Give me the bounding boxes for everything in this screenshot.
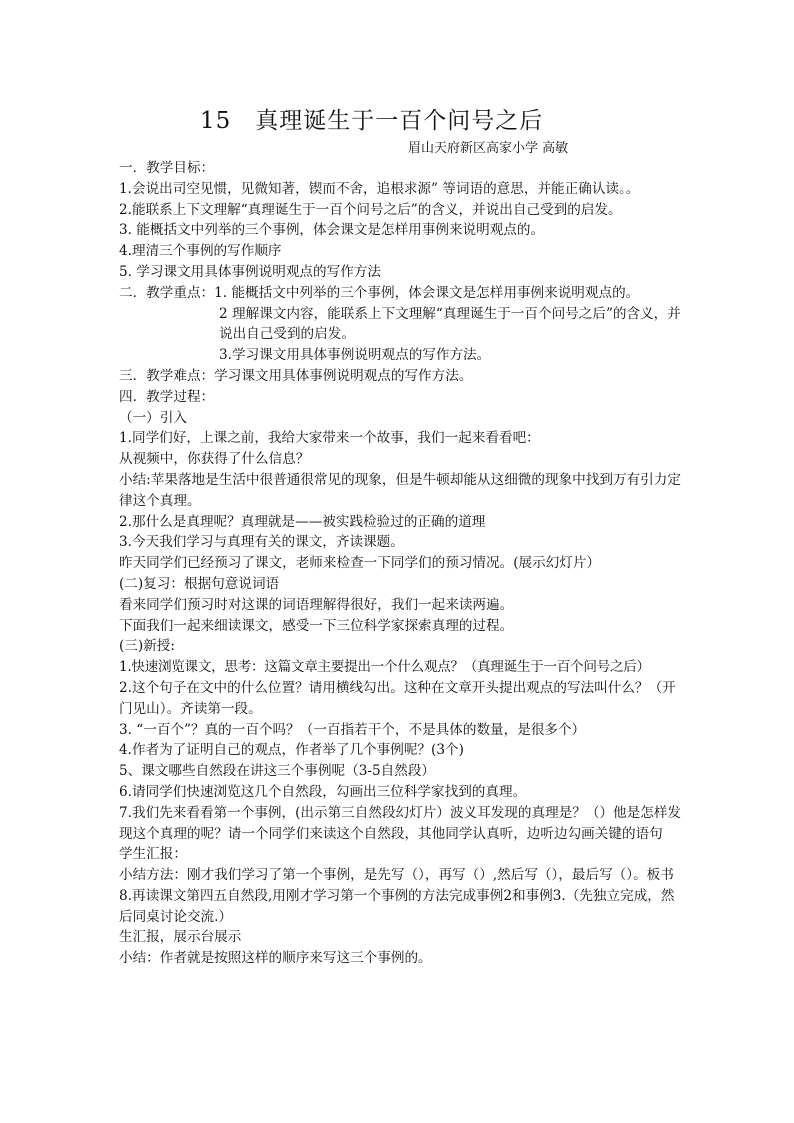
process-line: 2.这个句子在文中的什么位置？请用横线勾出。这种在文章开头提出观点的写法叫什么？（开门见山）。齐读第一段。 <box>119 679 676 717</box>
process-line: 小结方法：刚才我们学习了第一个事例，是先写（），再写（）,然后写（），最后写（）。板书 <box>119 867 674 884</box>
process-line: 4.作者为了证明自己的观点，作者举了几个事例呢？(3个) <box>119 742 464 759</box>
keypoints-heading: 二．教学重点： <box>119 284 215 301</box>
process-line: 从视频中，你获得了什么信息？ <box>119 451 310 468</box>
goal-item: 3. 能概括文中列举的三个事例，体会课文是怎样用事例来说明观点的。 <box>119 222 545 239</box>
goal-item: 2.能联系上下文理解“真理诞生于一百个问号之后”的含义，并说出自己受到的启发。 <box>119 201 622 218</box>
keypoint-item: 2 理解课文内容，能联系上下文理解“真理诞生于一百个问号之后”的含义，并说出自己受到的启发。 <box>219 305 681 343</box>
process-line: 学生汇报： <box>119 846 187 863</box>
goal-item: 4.理清三个事例的写作顺序 <box>119 243 282 260</box>
process-line: 3.今天我们学习与真理有关的课文，齐读课题。 <box>119 534 404 551</box>
process-heading: 四．教学过程： <box>119 388 215 405</box>
process-line: 昨天同学们已经预习了课文，老师来检查一下同学们的预习情况。(展示幻灯片） <box>119 555 601 572</box>
process-line: 6.请同学们快速浏览这几个自然段，勾画出三位科学家找到的真理。 <box>119 783 527 800</box>
process-line: 7.我们先来看看第一个事例，(出示第三自然段幻灯片）波义耳发现的真理是？（）他是怎样发现这个真理的呢？请一个同学们来读这个自然段，其他同学认真听，边听边勾画关键的语句 <box>119 804 682 842</box>
difficulty-line: 三．教学难点：学习课文用具体事例说明观点的写作方法。 <box>119 367 473 384</box>
goal-item: 5. 学习课文用具体事例说明观点的写作方法 <box>119 263 381 280</box>
process-line: 2.那什么是真理呢？真理就是——被实践检验过的正确的道理 <box>119 513 486 530</box>
process-line: (三)新授: <box>119 638 175 655</box>
process-line: 8.再读课文第四五自然段,用刚才学习第一个事例的方法完成事例2和事例3.（先独立完成，然后同桌讨论交流.） <box>119 887 675 925</box>
lesson-number: 15 <box>200 108 232 134</box>
process-line: 3. “一百个”？真的一百个吗？（一百指若干个，不是具体的数量，是很多个） <box>119 721 586 738</box>
process-line: 小结：作者就是按照这样的顺序来写这三个事例的。 <box>119 950 432 967</box>
lesson-body <box>119 158 685 969</box>
keypoint-item: 1. 能概括文中列举的三个事例，体会课文是怎样用事例来说明观点的。 <box>214 284 640 301</box>
lesson-title <box>200 102 543 135</box>
process-line: 下面我们一起来细读课文，感受一下三位科学家探索真理的过程。 <box>119 617 514 634</box>
process-line: 1.快速浏览课文，思考：这篇文章主要提出一个什么观点？（真理诞生于一百个问号之后） <box>119 659 650 676</box>
keypoints-row <box>119 283 685 304</box>
keypoint-item: 3.学习课文用具体事例说明观点的写作方法。 <box>219 347 491 364</box>
process-line: 小结:苹果落地是生活中很普通很常见的现象，但是牛顿却能从这细微的现象中找到万有引力定律这个真理。 <box>119 471 681 509</box>
process-line: 生汇报，展示台展示 <box>119 929 242 946</box>
process-line: 看来同学们预习时对这课的词语理解得很好，我们一起来读两遍。 <box>119 596 514 613</box>
goal-item: 1.会说出司空见惯，见微知著，锲而不舍，追根求源” 等词语的意思，并能正确认读。。 <box>119 180 640 197</box>
process-line: (二)复习：根据句意说词语 <box>119 575 280 592</box>
process-line: 5、课文哪些自然段在讲这三个事例呢（3-5自然段） <box>119 763 436 780</box>
process-line: 1.同学们好，上课之前，我给大家带来一个故事，我们一起来看看吧： <box>119 430 540 447</box>
goals-heading: 一．教学目标： <box>119 160 215 176</box>
process-line: （一）引入 <box>119 409 187 426</box>
lesson-title-text: 真理诞生于一百个问号之后 <box>255 108 544 134</box>
author-line: 眉山天府新区高家小学 高敏 <box>408 141 569 156</box>
